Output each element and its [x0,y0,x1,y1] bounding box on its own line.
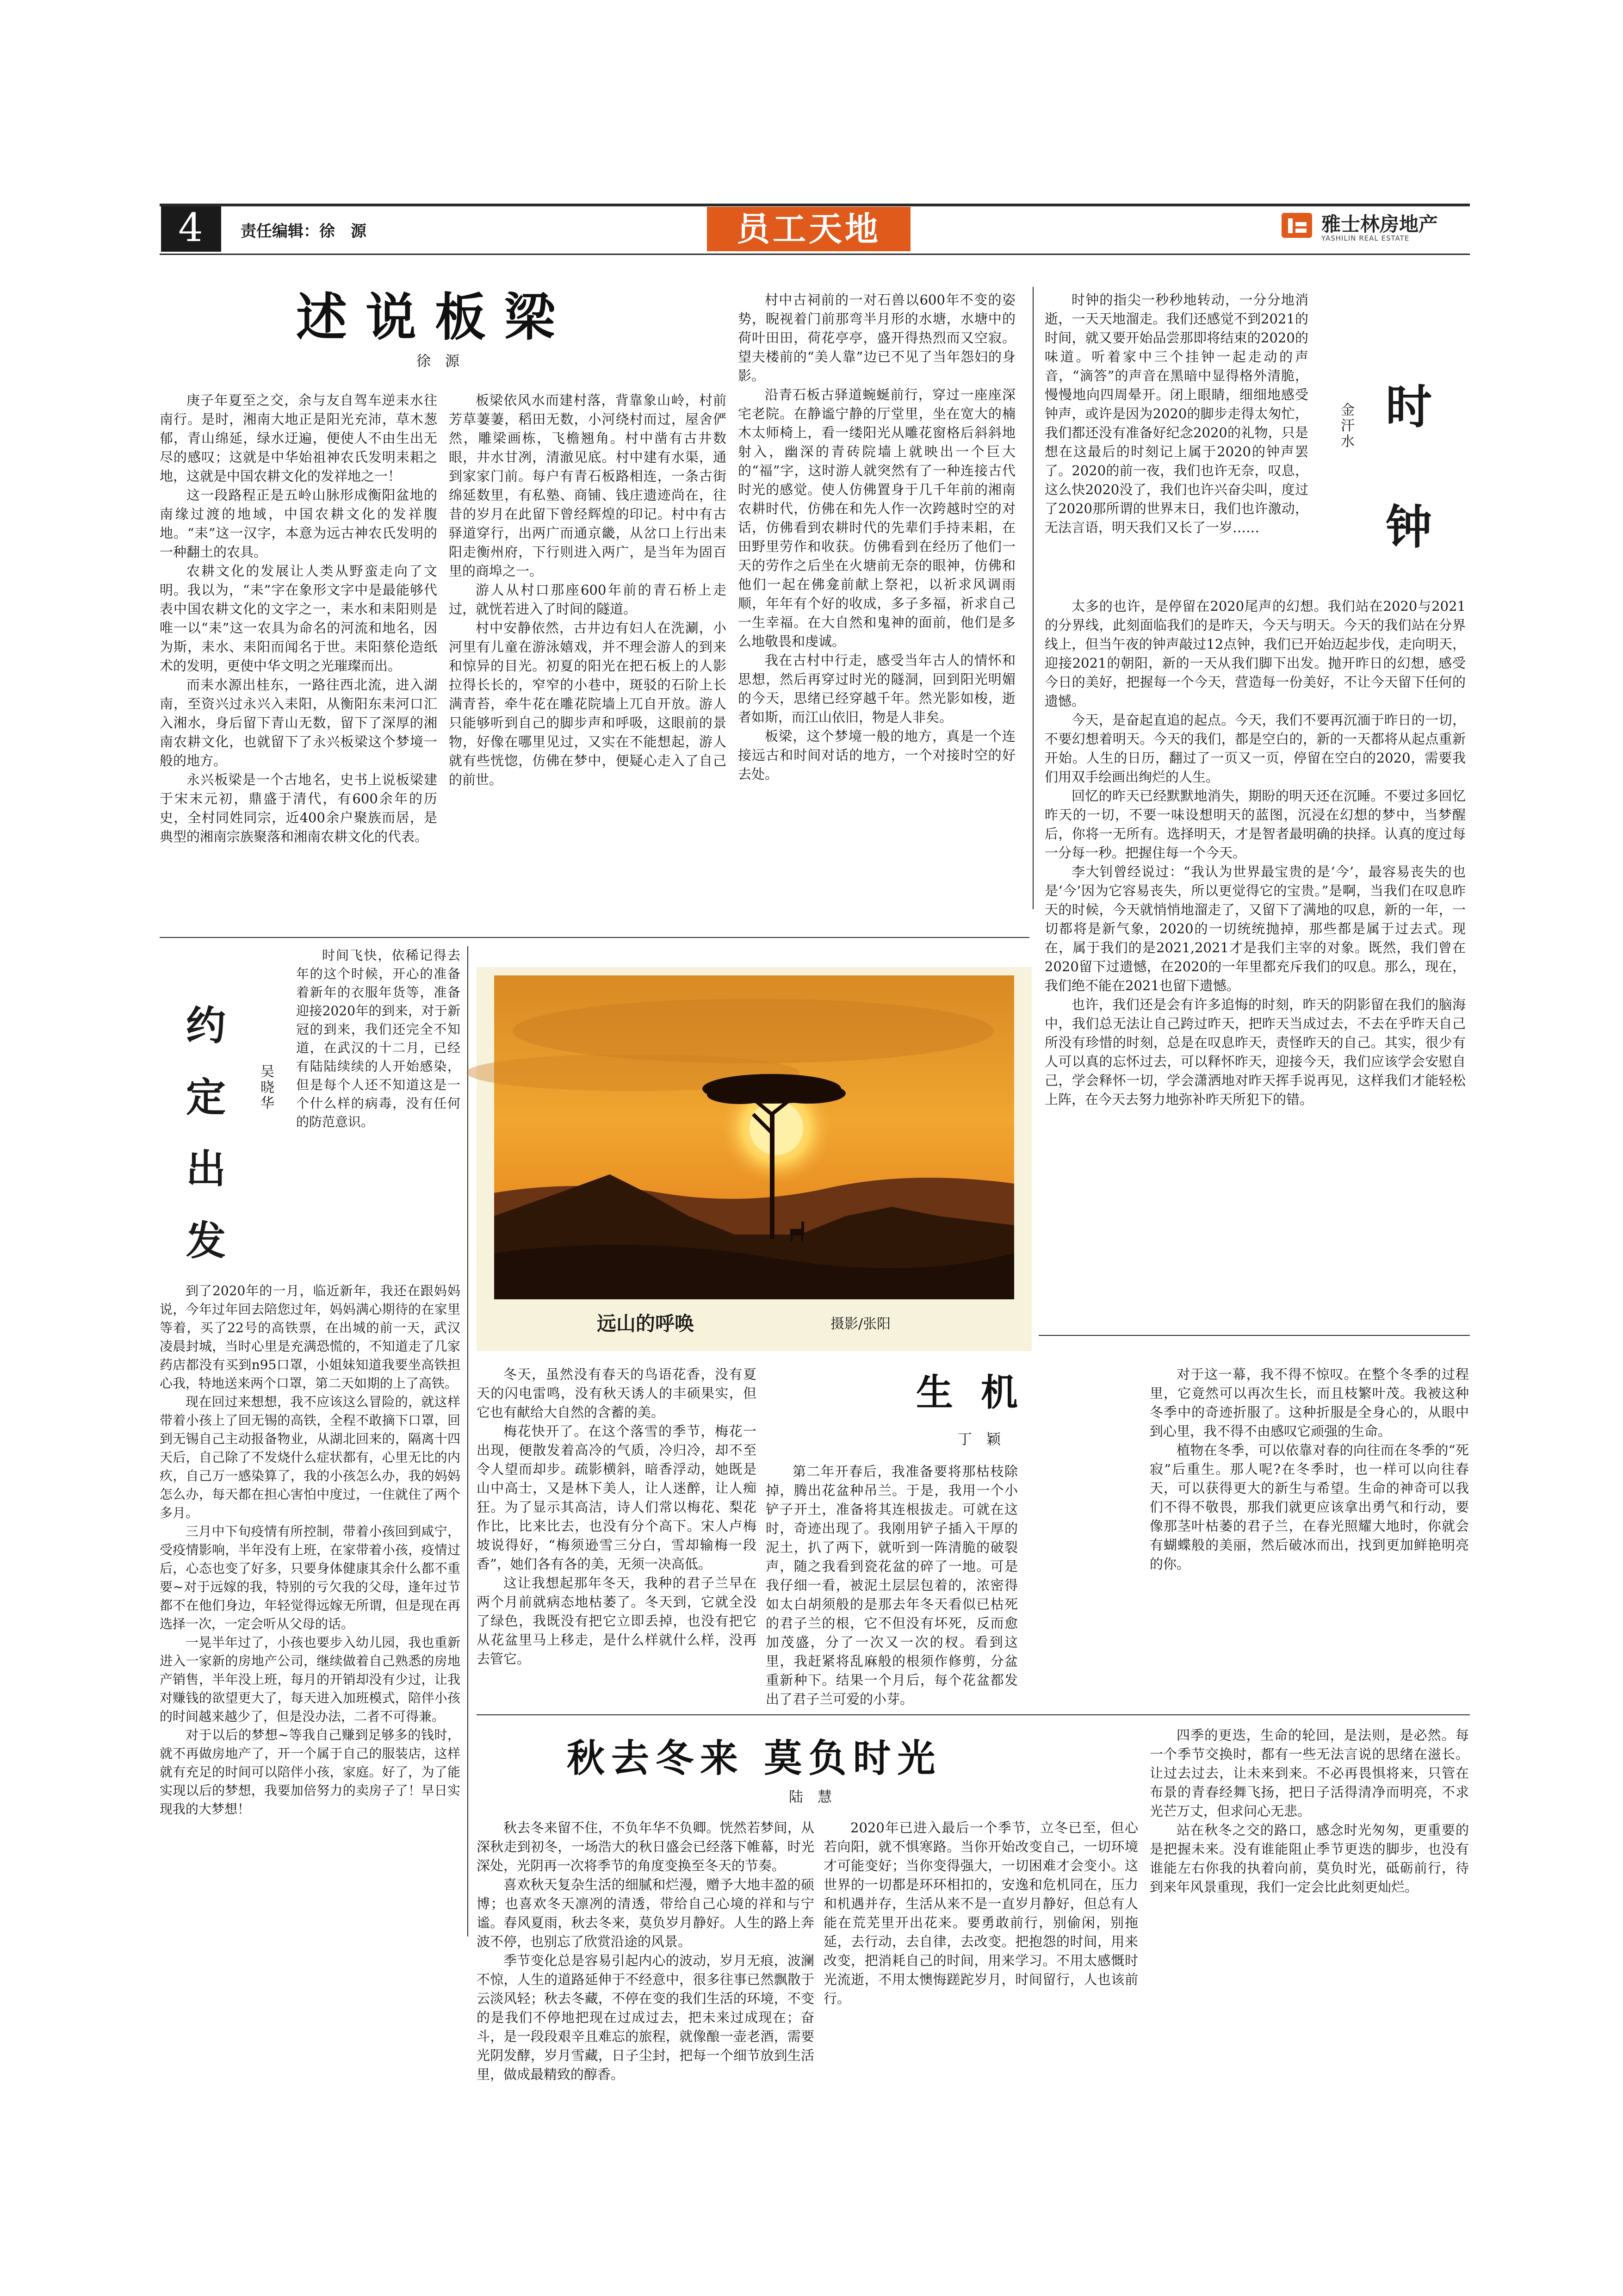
article4-col1 [477,1365,756,1707]
photo-caption: 远山的呼唤 [597,1312,694,1335]
article3-para: 现在回过来想想，我不应该这么冒险的，就这样带着小孩上了回无锡的高铁，全程不敢摘下口罩，回到无锡自己主动报备物业，从湖北回来的，隔离十四天后，自己除了不发烧什么症状都有，心里无比的内疚，自己万一感染算了，我的小孩怎么办，我的妈妈怎么办，每天都在担心害怕中度过，一住就住了两个多月。 [160,1394,460,1520]
section-title: 员工天地 [736,210,881,248]
brand-logo-icon [1282,211,1314,240]
article5-para: 季节变化总是容易引起内心的波动，岁月无痕，波澜不惊，人生的道路延伸于不经意中，很多往事已然飘散于云淡风轻；秋去冬藏，不停在变的我们生活的环境，不变的是我们不停地把现在过成过去，把未来过成现在；奋斗，是一段段艰辛且难忘的旅程，就像酿一壶老酒，需要光阴发酵，岁月雪藏，日子尘封，把每一个细节放到生活里，做成最精致的醇香。 [477,1953,814,2082]
article3-para: 时间飞快，依稀记得去年的这个时候，开心的准备着新年的衣服年货等，准备迎接2020年的到来，对于新冠的到来，我们还完全不知道，在武汉的十二月，已经有陆陆续续的人开始感染，但是每个人还不知道这是一个什么样的病毒，没有任何的防范意识。 [296,948,460,1129]
brand-english: YASHILIN REAL ESTATE [1321,234,1410,242]
article2-col1 [1045,291,1308,591]
article2-title-text: 时钟 [1386,380,1432,554]
article1-para: 村中古祠前的一对石兽以600年不变的姿势，睨视着门前那弯半月形的水塘，水塘中的荷叶田田，荷花亭亭，盛开得热烈而又空寂。望夫楼前的“美人靠”边已不见了当年怨妇的身影。 [738,292,1016,384]
article1-para: 板梁依风水而建村落，背靠象山岭，村前芳草萋萋，稻田无数，小河绕村而过，屋舍俨然，雕梁画栋，飞檐翘角。村中凿有古井数眼，井水甘冽，清澈见底。村中建有水渠，通到家家门前。每户有青石板路相连，一条古街绵延数里，有私塾、商铺、钱庄遗迹尚在，往昔的岁月在此留下曾经辉煌的印记。村中有古驿道穿行，出两广而通京畿，从岔口上行出耒阳走衡州府，下行则进入两广，是当年为固百里的商埠之一。 [449,392,726,579]
article4-title: 生机 [916,1371,1046,1414]
article4-col2 [766,1462,1018,1707]
article3-para: 一晃半年过了，小孩也要步入幼儿园，我也重新进入一家新的房地产公司，继续做着自己熟悉的房地产销售，半年没上班，每月的开销却没有少过，让我对赚钱的欲望更大了，每天进入加班模式，陪伴小孩的时间越来越少了，但是没办法，二者不可得兼。 [160,1635,460,1724]
article1-para: 板梁，这个梦境一般的地方，真是一个连接远古和时间对话的地方，一个对接时空的好去处。 [738,728,1016,782]
article1-col1 [160,391,437,935]
article4-para: 这让我想起那年冬天，我种的君子兰早在两个月前就病态地枯萎了。冬天到，它就全没了绿色，我既没有把它立即丢掉，也没有把它从花盆里马上移走，是什么样就什么样，没再去管它。 [477,1575,756,1667]
article5-col3 [1150,1726,1469,1939]
article3-col1a [296,946,460,1279]
article4-para: 冬天，虽然没有春天的鸟语花香，没有夏天的闪电雷鸣，没有秋天诱人的丰硕果实，但它也有献给大自然的含蓄的美。 [477,1366,756,1420]
article3-para: 对于以后的梦想~等我自己赚到足够多的钱时，就不再做房地产了，开一个属于自己的服装店，这样就有充足的时间可以陪伴小孩，家庭。好了，为了能实现以后的梦想，我要加倍努力的卖房子了！早日实现我的大梦想！ [160,1727,460,1817]
article1-para: 村中安静依然，古井边有妇人在洗涮，小河里有儿童在游泳嬉戏，并不理会游人的到来和惊异的目光。初夏的阳光在把石板上的人影拉得长长的，窄窄的小巷中，斑驳的石阶上长满青苔，牵牛花在雕花院墙上兀自开放。游人只能够听到自己的脚步声和呼吸，这眼前的景物，好像在哪里见过，又实在不能想起，游人就有些恍惚，仿佛在梦中，便疑心走入了自己的前世。 [449,620,726,788]
article5-para: 四季的更迭，生命的轮回，是法则，是必然。每一个季节交换时，都有一些无法言说的思绪在滋长。让过去过去，让未来到来。不必再畏惧将来，只管在布景的青春经舞飞扬，把日子活得清净而明亮，不求光芒万丈，但求问心无悲。 [1150,1727,1469,1819]
article5-para: 秋去冬来留不住，不负年华不负卿。恍然若梦间，从深秋走到初冬，一场浩大的秋日盛会已经落下帷幕，时光深处，光阴再一次将季节的角度变换至冬天的节奏。 [477,1820,814,1874]
article1-para: 而耒水源出桂东，一路往西北流，进入湖南，至资兴过永兴入耒阳，从衡阳东耒河口汇入湘水，身后留下青山无数，留下了深厚的湘南农耕文化，也就留下了永兴板梁这个梦境一般的地方。 [160,677,437,769]
article5-para: 2020年已进入最后一个季节，立冬已至，但心若向阳，就不惧寒路。当你开始改变自己，一切环境才可能变好；当你变得强大，一切困难才会变小。这世界的一切都是环环相扣的，安逸和危机同在，压力和机遇并存，生活从来不是一直岁月静好，但总有人能在荒芜里开出花来。要勇敢前行，别偷闲，别拖延，去行动，去自律，去改变。把抱怨的时间，用来改变，把消耗自己的时间，用来学习。不用太感慨时光流逝，不用太懊悔蹉跎岁月，时间留行，人也该前行。 [824,1820,1138,2006]
article3-para: 到了2020年的一月，临近新年，我还在跟妈妈说，今年过年回去陪您过年，妈妈满心期待的在家里等着，买了22号的高铁票，在出城的前一天，武汉凌晨封城，当时心里是充满恐慌的，不知道走了几家药店都没有买到n95口罩，小姐妹知道我要坐高铁担心我，特地送来两个口罩，第二天如期的上了高铁。 [160,1283,460,1391]
article5-para: 喜欢秋天复杂生活的细腻和烂漫，赠予大地丰盈的硕博；也喜欢冬天凛冽的清透，带给自己心境的祥和与宁谧。春风夏雨，秋去冬来，莫负岁月静好。人生的路上奔波不停，也别忘了欣赏沿途的风景。 [477,1877,814,1949]
article3-para: 三月中下旬疫情有所控制，带着小孩回到咸宁，受疫情影响，半年没有上班，在家带着小孩，疫情过后，心态也变了好多，只要身体健康其余什么都不重要~对于远嫁的我，特别的亏欠我的父母，逢年过节都不在他们身边，年轻觉得远嫁无所谓，但是现在再选择一次，一定会听从父母的话。 [160,1524,460,1632]
article2-author: 金汗水 [1341,402,1355,450]
article1-author: 徐 源 [416,353,459,370]
article4-para: 植物在冬季，可以依靠对春的向往而在冬季的“死寂”后重生。那人呢?在冬季时，也一样可以向往春天，可以获得更大的新生与希望。生命的神奇可以我们不得不敬畏，那我们就更应该拿出勇气和行动，要像那茎叶枯萎的君子兰，在春光照耀大地时，你就会有蝴蝶般的美丽，然后破冰而出，找到更加鲜艳明亮的你。 [1150,1442,1469,1572]
article4-col3 [1150,1365,1469,1707]
article4-para: 第二年开春后，我准备要将那枯枝除掉，腾出花盆种吊兰。于是，我用一个小铲子开土，准备将其连根拔走。可就在这时，奇迹出现了。我刚用铲子插入干厚的泥土，扒了两下，就听到一阵清脆的破裂声，随之我看到瓷花盆的碎了一地。可是我仔细一看，被泥土层层包着的，浓密得如太白胡须般的是那去年冬天看似已枯死的君子兰的根，它不但没有坏死，反而愈加茂盛，分了一次又一次的杈。看到这里，我赶紧将乱麻般的根须作修剪，分盆重新种下。结果一个月后，每个花盆都发出了君子兰可爱的小芽。 [766,1464,1018,1707]
article2-para: 也许，我们还是会有许多追悔的时刻，昨天的阴影留在我们的脑海中，我们总无法让自己跨过昨天，把昨天当成过去，不去在乎昨天自己所没有珍惜的时刻，总是在叹息昨天，责怪昨天的自己。其实，很少有人可以真的忘怀过去，可以释怀昨天，迎接今天，我们应该学会安慰自己，学会释怀一切，学会潇洒地对昨天挥手说再见，这样我们才能轻松上阵，在今天去努力地弥补昨天所犯下的错。 [1045,997,1466,1107]
brand-name: 雅士林房地产 [1321,213,1438,236]
article4-para: 梅花快开了。在这个落雪的季节，梅花一出现，便散发着高冷的气质，冷归冷，却不至令人望而却步。疏影横斜，暗香浮动，她既是山中高士，又是林下美人，让人迷醉，让人痴狂。为了显示其高洁，诗人们常以梅花、梨花作比，比来比去，也没有分个高下。宋人卢梅坡说得好，“梅须逊雪三分白，雪却输梅一段香”，她们各有各的美，无须一决高低。 [477,1423,756,1572]
article1-para: 庚子年夏至之交，余与友自驾车逆耒水往南行。是时，湘南大地正是阳光充沛，草木葱郁，青山绵延，绿水迂遍，便使人不由生出无尽的感叹；这就是中华始祖神农氏发明耒耜之地，这就是中国农耕文化的发祥地之一！ [160,392,437,484]
article2-para: 今天，是奋起直追的起点。今天，我们不要再沉湎于昨日的一切，不要幻想着明天。今天的我们，都是空白的，新的一天都将从起点重新开始。人生的日历，翻过了一页又一页，停留在空白的2020，需要我们用双手绘画出绚烂的人生。 [1045,712,1466,785]
article2-title [1383,347,1434,588]
article2-para: 太多的也许，是停留在2020尾声的幻想。我们站在2020与2021的分界线，此刻面临我们的是昨天，今天与明天。今天的我们站在分界线上，但当午夜的钟声敲过12点钟，我们已开始迈起步伐，走向明天，迎接2021的朝阳，新的一天从我们脚下出发。抛开昨日的幻想，感受今日的美好，把握每一个今天，营造每一份美好，不让今天留下任何的遗憾。 [1045,598,1466,709]
article1-para: 游人从村口那座600年前的青石桥上走过，就恍若进入了时间的隧道。 [449,582,726,617]
article5-col1 [477,1818,814,2082]
sunset-photo [494,975,1014,1299]
article4-author: 丁 颖 [958,1431,1001,1448]
article5-para: 站在秋冬之交的路口，感念时光匆匆，更重要的是把握未来。没有谁能阻止季节更迭的脚步，也没有谁能左右你我的执着向前，莫负时光，砥砺前行，待到来年风景重现，我们一定会比此刻更灿烂。 [1150,1822,1469,1895]
article3-col1b [160,1282,460,1930]
article2-para: 回忆的昨天已经默默地消失，期盼的明天还在沉睡。不要过多回忆昨天的一切，不要一味设想明天的蓝图，沉浸在幻想的梦中，当梦醒后，你将一无所有。选择明天，才是智者最明确的抉择。认真的度过每一分每一秒。把握住每一个今天。 [1045,788,1466,861]
article4-para: 对于这一幕，我不得不惊叹。在整个冬季的过程里，它竟然可以再次生长，而且枝繁叶茂。我被这种冬季中的奇迹折服了。这种折服是全身心的，从眼中到心里，我不得不由感叹它顽强的生命。 [1150,1366,1469,1439]
editor-label: 责任编辑：徐 源 [241,222,366,241]
article5-col2 [824,1818,1138,2006]
article1-para: 这一段路程正是五岭山脉形成衡阳盆地的南缘过渡的地域，中国农耕文化的发祥腹地。“耒”这一汉字，本意为远古神农氏发明的一种翻土的农具。 [160,487,437,560]
article3-author: 吴晓华 [260,1064,274,1111]
article1-para: 永兴板梁是一个古地名，史书上说板梁建于宋末元初，鼎盛于清代，有600余年的历史，全村同姓同宗，近400余户聚族而居，是典型的湘南宗族聚落和湘南农耕文化的代表。 [160,772,437,844]
article2-para: 时钟的指尖一秒秒地转动，一分分地消逝，一天天地溜走。我们还感觉不到2021的时间，就又要开始品尝那即将结束的2020的味道。听着家中三个挂钟一起走动的声音，“滴答”的声音在黑暗中显得格外清脆，慢慢地向四周晕开。闭上眼睛，细细地感受钟声，或许是因为2020的脚步走得太匆忙，我们都还没有准备好纪念2020的礼物，只是想在这最后的时刻记上属于2020的钟声罢了。2020的前一夜，我们也许无奈，叹息，这么快2020没了，我们也许兴奋尖叫，度过了2020那所谓的世界末日，我们也许激动，无法言语，明天我们又长了一岁…… [1045,292,1308,535]
page-number: 4 [178,205,203,250]
article1-para: 农耕文化的发展让人类从野蛮走向了文明。我以为，“耒”字在象形文字中是最能够代表中国农耕文化的文字之一，耒水和耒阳则是唯一以“耒”这一农具为命名的河流和地名，因为斯，耒水、耒阳而闻名于世。耒阳蔡伦造纸术的发明，更使中华文明之光璀璨而出。 [160,563,437,674]
article1-para: 我在古村中行走，感受当年古人的情怀和思想，然后再穿过时光的隧洞，回到阳光明媚的今天，思绪已经穿越千年。然光影如梭，逝者如斯，而江山依旧，物是人非矣。 [738,652,1016,725]
article3-title [180,990,231,1277]
article1-col3 [738,291,1016,935]
photo-credit: 摄影/张阳 [830,1316,891,1332]
article5-author: 陆 慧 [789,1789,832,1806]
article2-col2 [1045,597,1466,1326]
article1-col2 [449,391,726,935]
article5-title: 秋去冬来 莫负时光 [567,1737,942,1781]
article3-title-text: 约定出发 [186,1003,226,1264]
article1-title: 述说板梁 [296,288,574,347]
article1-para: 沿青石板古驿道蜿蜒前行，穿过一座座深宅老院。在静谧宁静的厅堂里，坐在宽大的楠木太师椅上，看一缕阳光从雕花窗格后斜斜地射入，幽深的青砖院墙上就映出一个巨大的“福”字，这时游人就突然有了一种连接古代时光的感觉。使人仿佛置身于几千年前的湘南农耕时代，仿佛在和先人作一次跨越时空的对话，仿佛看到农耕时代的先辈们手持耒耜，在田野里劳作和收获。仿佛看到在经历了他们一天的劳作之后坐在火塘前无奈的眼神，仿佛和他们一起在佛龛前献上祭祀，以祈求风调雨顺，年年有个好的收成，多子多福，祈求自己一生幸福。在大自然和鬼神的面前，他们是多么地敬畏和虔诚。 [738,387,1016,649]
article2-para: 李大钊曾经说过：“我认为世界最宝贵的是‘今’，最容易丧失的也是‘今’因为它容易丧失，所以更觉得它的宝贵。”是啊，当我们在叹息昨天的时候，今天就悄悄地溜走了，又留下了满地的叹息，新的一年，一切都将是新气象，2020的一切统统抛掉，那些都是属于过去式。现在，属于我们的是2021,2021才是我们主宰的对象。既然，我们曾在2020留下过遗憾，在2020的一年里都充斥我们的叹息。那么，现在，我们绝不能在2021也留下遗憾。 [1045,864,1466,993]
